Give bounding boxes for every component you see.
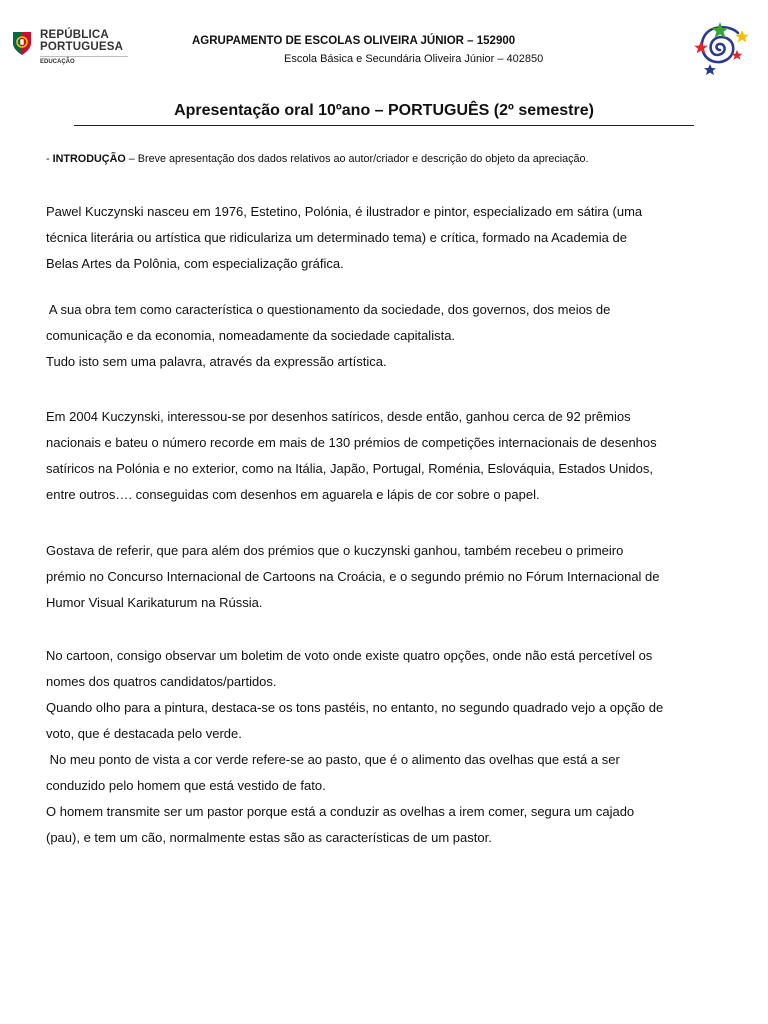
intro-label: INTRODUÇÃO <box>52 153 126 165</box>
paragraph-line: No meu ponto de vista a cor verde refere-se ao pasto, que é o alimento das ovelhas que está a ser <box>46 752 620 767</box>
paragraph-line: O homem transmite ser um pastor porque está a conduzir as ovelhas a irem comer, segura um cajado <box>46 804 635 819</box>
page-title: Apresentação oral 10ºano – PORTUGUÊS (2º semestre) <box>174 102 594 119</box>
paragraph-line: satíricos na Polónia e no exterior, como na Itália, Japão, Portugal, Roménia, Eslováquia, Estados Unidos, <box>46 461 654 476</box>
paragraph-prizes <box>46 538 726 616</box>
paragraph-line: prémio no Concurso Internacional de Cartoons na Croácia, e o segundo prémio no Fórum Internacional de <box>46 569 660 584</box>
republica-portuguesa-logo <box>10 26 128 72</box>
paragraph-awards <box>46 404 726 508</box>
educacao-text: EDUCAÇÃO <box>40 59 75 65</box>
portuguesa-text: PORTUGUESA <box>40 41 124 53</box>
paragraph-line: nomes dos quatros candidatos/partidos. <box>46 674 277 689</box>
paragraph-line: técnica literária ou artística que ridiculariza um determinado tema) e crítica, formado na Academia de <box>46 230 627 245</box>
paragraph-cartoon-analysis <box>46 643 726 851</box>
paragraph-line: No cartoon, consigo observar um boletim de voto onde existe quatro opções, onde não está percetível os <box>46 648 653 663</box>
paragraph-work-characteristics <box>46 297 726 375</box>
school-group-heading: AGRUPAMENTO DE ESCOLAS OLIVEIRA JÚNIOR – 152900 <box>192 35 516 47</box>
paragraph-line: conduzido pelo homem que está vestido de fato. <box>46 778 326 793</box>
school-star-spiral-logo-icon <box>690 16 750 78</box>
logo-divider <box>40 56 128 57</box>
paragraph-line: voto, que é destacada pelo verde. <box>46 726 242 741</box>
paragraph-line: A sua obra tem como característica o questionamento da sociedade, dos governos, dos meios de <box>46 302 611 317</box>
republica-text: REPÚBLICA <box>40 29 109 41</box>
paragraph-line: entre outros…. conseguidas com desenhos em aguarela e lápis de cor sobre o papel. <box>46 487 540 502</box>
paragraph-line: Tudo isto sem uma palavra, através da expressão artística. <box>46 354 387 369</box>
school-name-heading: Escola Básica e Secundária Oliveira Júnior – 402850 <box>284 53 544 65</box>
title-underline <box>74 125 694 126</box>
paragraph-line: (pau), e tem um cão, normalmente estas são as características de um pastor. <box>46 830 492 845</box>
paragraph-biography <box>46 199 726 277</box>
paragraph-line: nacionais e bateu o número recorde em mais de 130 prémios de competições internacionais de desenhos <box>46 435 657 450</box>
paragraph-line: Gostava de referir, que para além dos prémios que o kuczynski ganhou, também recebeu o primeiro <box>46 543 624 558</box>
paragraph-line: Em 2004 Kuczynski, interessou-se por desenhos satíricos, desde então, ganhou cerca de 92 prêmios <box>46 409 631 424</box>
paragraph-line: Pawel Kuczynski nasceu em 1976, Estetino, Polónia, é ilustrador e pintor, especializado em sátira (uma <box>46 204 643 219</box>
intro-prefix: - <box>46 153 53 165</box>
introduction-line <box>46 153 589 165</box>
paragraph-line: comunicação e da economia, nomeadamente da sociedade capitalista. <box>46 328 456 343</box>
paragraph-line: Quando olho para a pintura, destaca-se os tons pastéis, no entanto, no segundo quadrado vejo a opção de <box>46 700 664 715</box>
paragraph-line: Belas Artes da Polônia, com especialização gráfica. <box>46 256 344 271</box>
intro-text: – Breve apresentação dos dados relativos ao autor/criador e descrição do objeto da apreciação. <box>125 153 589 165</box>
portuguese-republic-emblem-icon <box>10 30 34 56</box>
paragraph-line: Humor Visual Karikaturum na Rússia. <box>46 595 263 610</box>
